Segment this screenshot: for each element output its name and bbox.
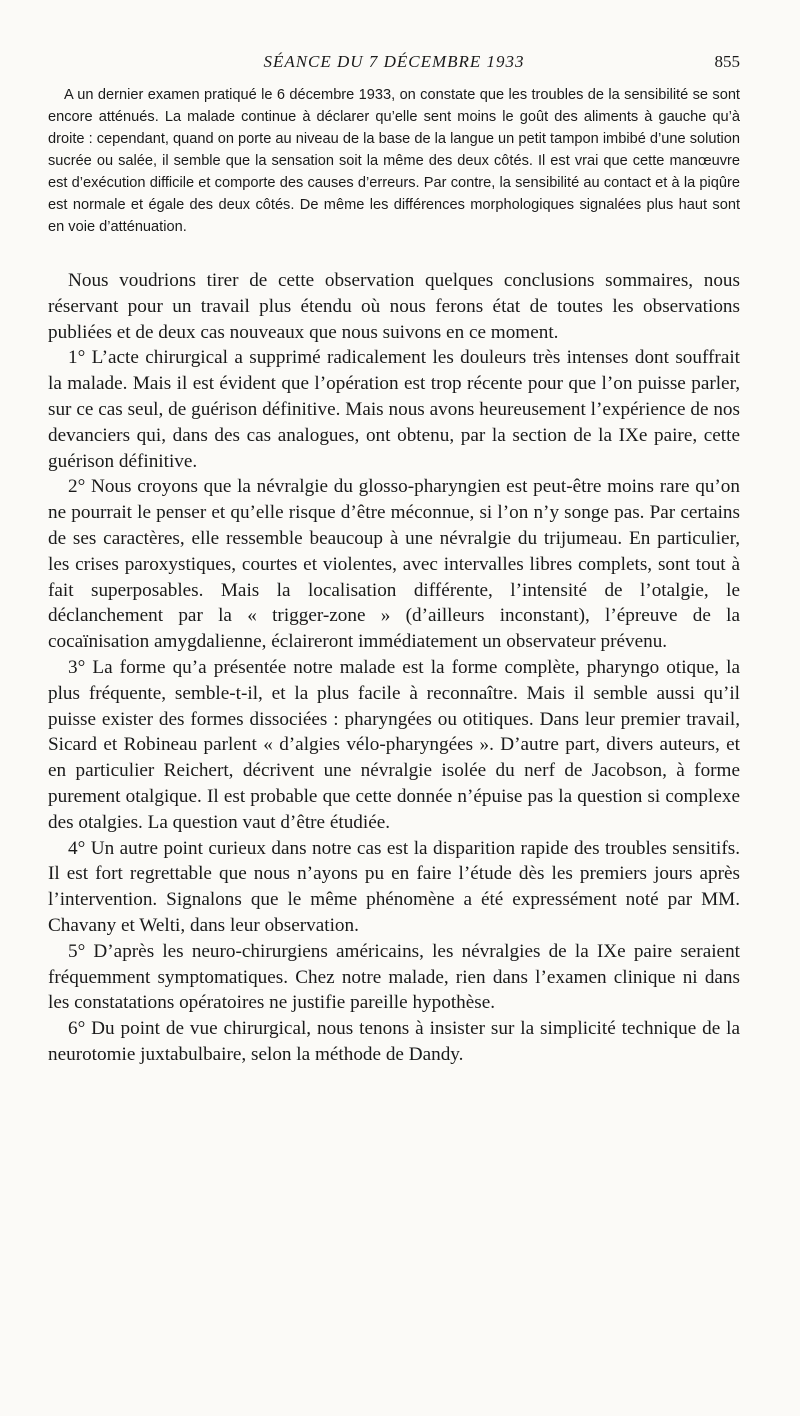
paragraph-4: 4° Un autre point curieux dans notre cas est la disparition rapide des troubles sensitifs. Il est fort regrettable que nous n’ayons pu en faire l’étude dès les premiers jours après l’intervention. Signalons que le même phénomène a été expressément noté par MM. Chavany et Welti, dans leur observation. bbox=[48, 837, 740, 936]
small-paragraph: A un dernier examen pratiqué le 6 décembre 1933, on constate que les troubles de la sensibilité se sont encore atténués. La malade continue à déclarer qu’elle sent moins le goût des aliments à gauche qu’à droite : cependant, quand on porte au niveau de la base de la langue un petit tampon imbibé d’une solution sucrée ou salée, il semble que la sensation soit la même des deux côtés. Il est vrai que cette manœuvre est d’exécution difficile et comporte des causes d’erreurs. Par contre, la sensibilité au contact et à la piqûre est normale et égale des deux côtés. De même les différences morphologiques signalées plus haut sont en voie d’atténuation. bbox=[48, 87, 740, 235]
running-head bbox=[48, 48, 740, 78]
paragraph-2: 2° Nous croyons que la névralgie du glosso-pharyngien est peut-être moins rare qu’on ne pourrait le penser et qu’elle risque d’être méconnue, si l’on n’y songe pas. Par certains de ses caractères, elle ressemble beaucoup à une névralgie du trijumeau. En particulier, les crises paroxystiques, courtes et violentes, avec intervalles libres complets, sont tout à fait superposables. Mais la localisation différente, l’intensité de l’otalgie, le déclanchement par la « trigger-zone » (d’ailleurs inconstant), l’épreuve de la cocaïnisation amygdalienne, éclaireront immédiatement un observateur prévenu. bbox=[48, 476, 740, 653]
paragraph-1: 1° L’acte chirurgical a supprimé radicalement les douleurs très intenses dont souffrait la malade. Mais il est évident que l’opération est trop récente pour que l’on puisse parler, sur ce cas seul, de guérison définitive. Mais nous avons heureusement l’expérience de nos devanciers qui, dans des cas analogues, ont obtenu, par la section de la IXe paire, cette guérison définitive. bbox=[48, 347, 740, 472]
page bbox=[48, 48, 740, 1068]
paragraph-intro: Nous voudrions tirer de cette observation quelques conclusions sommaires, nous réservant pour un travail plus étendu où nous ferons état de toutes les observations publiées et de deux cas nouveaux que nous suivons en ce moment. bbox=[48, 270, 740, 343]
page-number: 855 bbox=[714, 52, 740, 71]
running-title: SÉANCE DU 7 DÉCEMBRE 1933 bbox=[263, 52, 525, 71]
main-text bbox=[48, 268, 740, 1068]
paragraph-6: 6° Du point de vue chirurgical, nous tenons à insister sur la simplicité technique de la neurotomie juxtabulbaire, selon la méthode de Dandy. bbox=[48, 1018, 740, 1065]
paragraph-5: 5° D’après les neuro-chirurgiens américains, les névralgies de la IXe paire seraient fréquemment symptomatiques. Chez notre malade, rien dans l’examen clinique ni dans les constatations opératoires ne justifie pareille hypothèse. bbox=[48, 940, 740, 1014]
paragraph-3: 3° La forme qu’a présentée notre malade est la forme complète, pharyngo otique, la plus fréquente, semble-t-il, et la plus facile à reconnaître. Mais il semble aussi qu’il puisse exister des formes dissociées : pharyngées ou otitiques. Dans leur premier travail, Sicard et Robineau parlent « d’algies vélo-pharyngées ». D’autre part, divers auteurs, et en particulier Reichert, décrivent une névralgie isolée du nerf de Jacobson, à forme purement otalgique. Il est probable que cette donnée n’épuise pas la question si complexe des otalgies. La question vaut d’être étudiée. bbox=[48, 656, 740, 833]
